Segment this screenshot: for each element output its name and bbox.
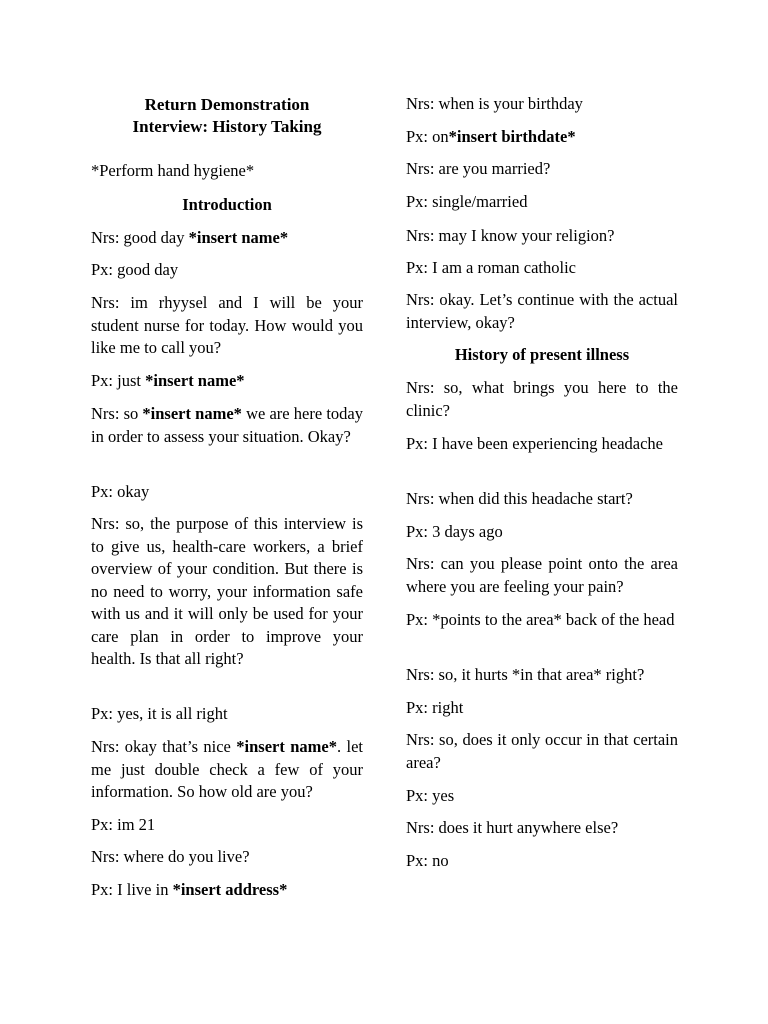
dialogue-line: Nrs: can you please point onto the area where you are feeling your pain?: [406, 554, 678, 596]
dialogue-line: [91, 879, 363, 902]
placeholder-name: *insert name*: [236, 737, 337, 756]
dialogue-line: Px: yes: [406, 786, 455, 805]
dialogue-line: Nrs: where do you live?: [91, 847, 250, 866]
dialogue-line: Px: I have been experiencing headache: [406, 434, 663, 453]
placeholder-address: *insert address*: [172, 880, 288, 899]
dialogue-line: Px: right: [406, 698, 464, 717]
dialogue-line: [91, 370, 363, 393]
dialogue-line: Nrs: so, it hurts *in that area* right?: [406, 665, 645, 684]
document-title: [91, 94, 363, 138]
dialogue-line: [91, 227, 363, 250]
dialogue-line: Nrs: so, does it only occur in that certain area?: [406, 730, 678, 772]
dialogue-text: Nrs: so: [91, 404, 143, 423]
dialogue-line: Nrs: so, what brings you here to the clinic?: [406, 378, 678, 420]
title-line-1: Return Demonstration: [144, 95, 310, 114]
section-heading-history-of-present-illness: History of present illness: [454, 345, 630, 364]
dialogue-text: Px: on: [406, 127, 449, 146]
dialogue-line: [91, 403, 363, 448]
dialogue-line: Nrs: when did this headache start?: [406, 489, 633, 508]
dialogue-line: Nrs: may I know your religion?: [406, 226, 615, 245]
dialogue-line: Nrs: are you married?: [406, 159, 551, 178]
dialogue-text: Nrs: okay that’s nice: [91, 737, 237, 756]
dialogue-line: Px: I am a roman catholic: [406, 258, 576, 277]
dialogue-line: Px: 3 days ago: [406, 522, 503, 541]
dialogue-line: Nrs: im rhyysel and I will be your student nurse for today. How would you like me to call you?: [91, 293, 363, 357]
placeholder-name: *insert name*: [145, 371, 245, 390]
dialogue-line: Nrs: okay. Let’s continue with the actual interview, okay?: [406, 290, 678, 332]
hand-hygiene-note: *Perform hand hygiene*: [91, 161, 255, 180]
placeholder-name: *insert name*: [142, 404, 242, 423]
dialogue-line: Px: okay: [91, 482, 150, 501]
dialogue-line: [406, 126, 678, 149]
dialogue-text: Px: I live in: [91, 880, 173, 899]
dialogue-line: Px: yes, it is all right: [91, 704, 228, 723]
dialogue-line: [91, 736, 363, 804]
title-line-2: Interview: History Taking: [132, 117, 322, 136]
dialogue-line: Nrs: does it hurt anywhere else?: [406, 818, 619, 837]
dialogue-line: Px: no: [406, 851, 449, 870]
dialogue-text: Px: just: [91, 371, 146, 390]
dialogue-line: Px: *points to the area* back of the head: [406, 610, 675, 629]
section-heading-introduction: Introduction: [182, 195, 272, 214]
dialogue-text: we are here today in order to assess your situation. Okay?: [91, 404, 363, 446]
dialogue-line: Nrs: so, the purpose of this interview is to give us, health-care workers, a brief overview of your condition. But there is no need to worry, your information safe with us and it will only be used for your care plan in order to improve your health. Is that all right?: [91, 514, 363, 668]
dialogue-text: Nrs: good day: [91, 228, 189, 247]
dialogue-text: . let me just double check a few of your information. So how old are you?: [91, 737, 364, 801]
placeholder-name: *insert name*: [188, 228, 289, 247]
placeholder-birthdate: *insert birthdate*: [448, 127, 576, 146]
dialogue-line: Px: im 21: [91, 815, 156, 834]
dialogue-line: Px: single/married: [406, 192, 528, 211]
dialogue-line: Nrs: when is your birthday: [406, 94, 583, 113]
dialogue-line: Px: good day: [91, 260, 179, 279]
